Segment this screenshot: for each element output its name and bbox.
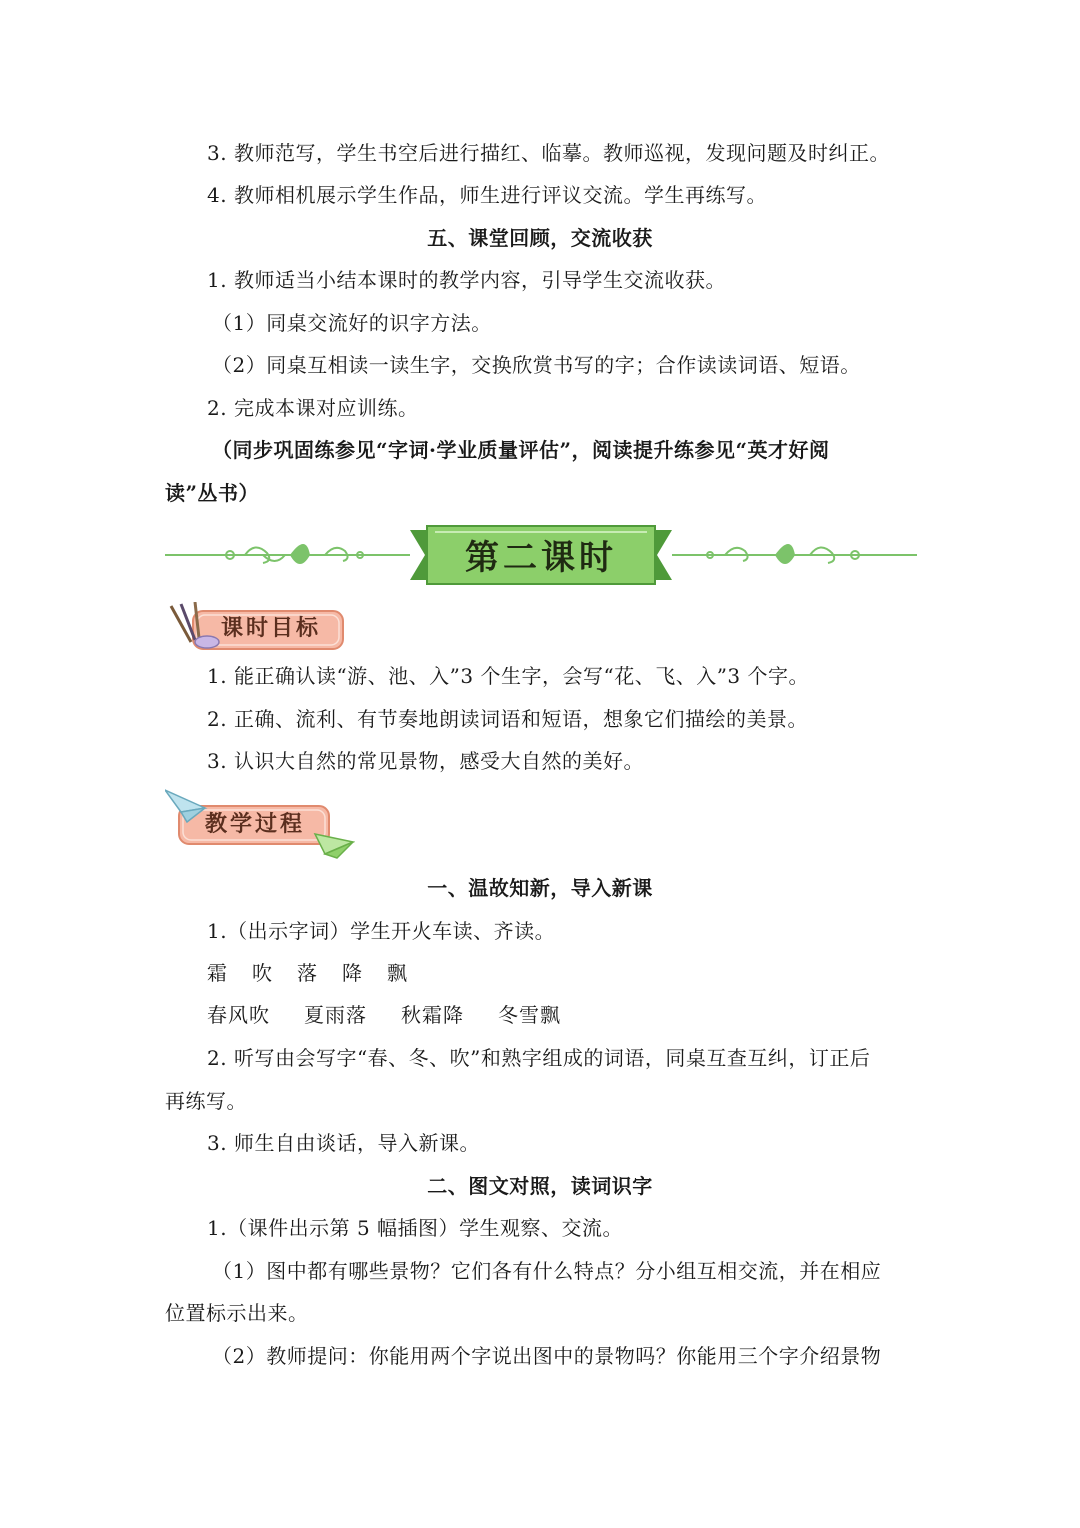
section-5-sub-2: （2）同桌互相读一读生字，交换欣赏书写的字；合作读读词语、短语。	[212, 353, 861, 377]
goal-item-2: 2. 正确、流利、有节奏地朗读词语和短语，想象它们描绘的美景。	[207, 707, 808, 731]
process-sub-2-line-1: （2）教师提问：你能用两个字说出图中的景物吗？你能用三个字介绍景物	[212, 1344, 882, 1368]
process-item-2-line-2: 再练写。	[165, 1089, 247, 1113]
lesson-divider	[165, 522, 917, 588]
process-item-3: 3. 师生自由谈话，导入新课。	[207, 1131, 480, 1155]
phrase-1: 春风吹	[207, 1003, 270, 1027]
char-4: 降	[342, 961, 363, 985]
char-1: 霜	[207, 961, 228, 985]
phrases-row	[207, 1000, 561, 1030]
goals-badge-label: 课时目标	[221, 616, 322, 641]
section-5-heading: 五、课堂回顾，交流收获	[427, 226, 653, 250]
chars-row	[207, 958, 408, 988]
section-5-item-2: 2. 完成本课对应训练。	[207, 396, 419, 420]
process-badge-label: 教学过程	[205, 812, 306, 837]
goals-badge	[165, 602, 350, 656]
goal-item-3: 3. 认识大自然的常见景物，感受大自然的美好。	[207, 749, 644, 773]
section-5-note-line-2: 读”丛书）	[165, 481, 260, 505]
phrase-2: 夏雨落	[304, 1003, 367, 1027]
phrase-3: 秋霜降	[401, 1003, 464, 1027]
process-item-4: 1.（课件出示第 5 幅插图）学生观察、交流。	[207, 1216, 624, 1240]
process-badge	[165, 788, 355, 860]
char-2: 吹	[252, 961, 273, 985]
lesson-title: 第二课时	[465, 538, 617, 578]
process-heading-2: 二、图文对照，读词识字	[427, 1174, 653, 1198]
section-5-sub-1: （1）同桌交流好的识字方法。	[212, 311, 492, 335]
goal-item-1: 1. 能正确认读“游、池、入”3 个生字，会写“花、飞、入”3 个字。	[207, 664, 810, 688]
phrase-4: 冬雪飘	[498, 1003, 561, 1027]
step-3-text: 3. 教师范写，学生书空后进行描红、临摹。教师巡视，发现问题及时纠正。	[207, 141, 890, 165]
section-5-note-line-1: （同步巩固练参见“字词·学业质量评估”，阅读提升练参见“英才好阅	[212, 438, 830, 462]
char-5: 飘	[387, 961, 408, 985]
char-3: 落	[297, 961, 318, 985]
section-5-item-1: 1. 教师适当小结本课时的教学内容，引导学生交流收获。	[207, 268, 726, 292]
process-sub-1-line-1: （1）图中都有哪些景物？它们各有什么特点？分小组互相交流，并在相应	[212, 1259, 882, 1283]
step-4-text: 4. 教师相机展示学生作品，师生进行评议交流。学生再练写。	[207, 183, 767, 207]
process-item-2-line-1: 2. 听写由会写字“春、冬、吹”和熟字组成的词语，同桌互查互纠，订正后	[207, 1046, 871, 1070]
process-item-1: 1.（出示字词）学生开火车读、齐读。	[207, 919, 556, 943]
process-sub-1-line-2: 位置标示出来。	[165, 1301, 309, 1325]
process-heading-1: 一、温故知新，导入新课	[427, 876, 653, 900]
